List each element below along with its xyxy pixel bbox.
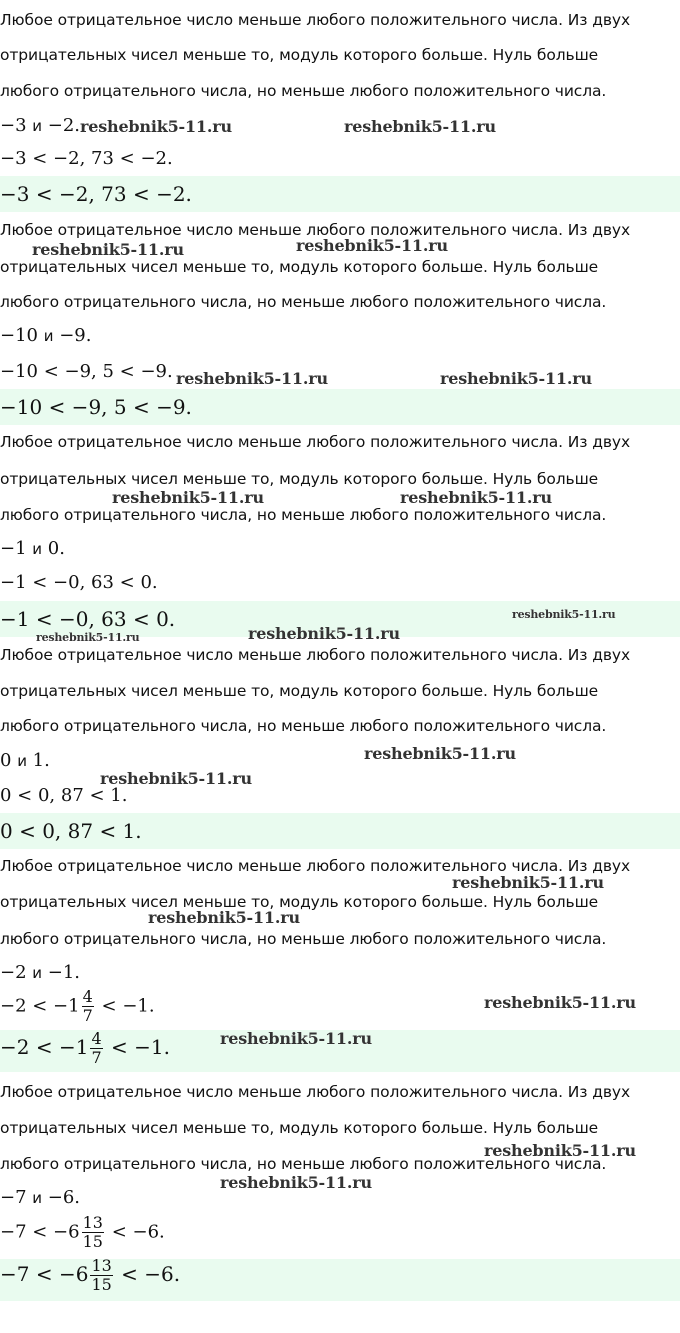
rule-line-1: Любое отрицательное число меньше любого положительного числа. Из двух — [0, 11, 631, 29]
number-pair: 0 и 1. — [0, 750, 50, 771]
watermark: reshebnik5-11.ru — [220, 1173, 372, 1192]
watermark: reshebnik5-11.ru — [36, 631, 140, 644]
answer-box — [0, 389, 680, 425]
watermark: reshebnik5-11.ru — [248, 624, 400, 643]
answer-box — [0, 176, 680, 212]
answer-inequality: −7 < −6 $\frac{13}{15}$ < −6. — [0, 1259, 181, 1294]
answer-box — [0, 1259, 680, 1301]
watermark: reshebnik5-11.ru — [344, 117, 496, 136]
answer-box — [0, 813, 680, 849]
fraction: $\frac{13}{15}$ — [91, 1259, 112, 1294]
rule-line-3: любого отрицательного числа, но меньше любого положительного числа. — [0, 930, 607, 948]
number-pair: −3 и −2. — [0, 115, 81, 136]
rule-line-1: Любое отрицательное число меньше любого положительного числа. Из двух — [0, 646, 631, 664]
answer-inequality: −2 < −1 $\frac{4}{7}$ < −1. — [0, 1029, 170, 1067]
inequality: −2 < −1 $\frac{4}{7}$ < −1. — [0, 987, 155, 1025]
watermark: reshebnik5-11.ru — [80, 117, 232, 136]
rule-line-2: отрицательных чисел меньше то, модуль которого больше. Нуль больше — [0, 1119, 599, 1137]
rule-line-1: Любое отрицательное число меньше любого положительного числа. Из двух — [0, 1083, 631, 1101]
watermark: reshebnik5-11.ru — [32, 240, 184, 259]
inequality: 0 < 0, 87 < 1. — [0, 785, 128, 806]
answer-inequality: −10 < −9, 5 < −9. — [0, 395, 192, 419]
rule-line-2: отрицательных чисел меньше то, модуль которого больше. Нуль больше — [0, 682, 599, 700]
rule-line-2: отрицательных чисел меньше то, модуль которого больше. Нуль больше — [0, 893, 599, 911]
watermark: reshebnik5-11.ru — [148, 908, 300, 927]
rule-line-3: любого отрицательного числа, но меньше любого положительного числа. — [0, 1155, 607, 1173]
inequality: −7 < −6 $\frac{13}{15}$ < −6. — [0, 1213, 165, 1251]
watermark: reshebnik5-11.ru — [484, 993, 636, 1012]
watermark: reshebnik5-11.ru — [112, 488, 264, 507]
number-pair: −2 и −1. — [0, 962, 81, 983]
rule-line-3: любого отрицательного числа, но меньше любого положительного числа. — [0, 506, 607, 524]
rule-line-3: любого отрицательного числа, но меньше любого положительного числа. — [0, 293, 607, 311]
fraction: $\frac{4}{7}$ — [82, 987, 93, 1025]
watermark: reshebnik5-11.ru — [440, 369, 592, 388]
rule-line-2: отрицательных чисел меньше то, модуль которого больше. Нуль больше — [0, 46, 599, 64]
rule-line-2: отрицательных чисел меньше то, модуль которого больше. Нуль больше — [0, 470, 599, 488]
rule-line-1: Любое отрицательное число меньше любого положительного числа. Из двух — [0, 221, 631, 239]
watermark: reshebnik5-11.ru — [484, 1141, 636, 1160]
watermark: reshebnik5-11.ru — [400, 488, 552, 507]
watermark: reshebnik5-11.ru — [220, 1029, 372, 1048]
rule-line-3: любого отрицательного числа, но меньше любого положительного числа. — [0, 82, 607, 100]
watermark: reshebnik5-11.ru — [296, 236, 448, 255]
inequality: −1 < −0, 63 < 0. — [0, 572, 158, 593]
watermark: reshebnik5-11.ru — [176, 369, 328, 388]
rule-line-2: отрицательных чисел меньше то, модуль которого больше. Нуль больше — [0, 258, 599, 276]
inequality: −3 < −2, 73 < −2. — [0, 148, 173, 169]
rule-line-3: любого отрицательного числа, но меньше любого положительного числа. — [0, 717, 607, 735]
rule-line-1: Любое отрицательное число меньше любого положительного числа. Из двух — [0, 433, 631, 451]
number-pair: −1 и 0. — [0, 538, 65, 559]
answer-inequality: 0 < 0, 87 < 1. — [0, 819, 142, 843]
answer-inequality: −1 < −0, 63 < 0. — [0, 607, 176, 631]
watermark: reshebnik5-11.ru — [364, 744, 516, 763]
rule-line-1: Любое отрицательное число меньше любого положительного числа. Из двух — [0, 857, 631, 875]
watermark: reshebnik5-11.ru — [452, 873, 604, 892]
watermark: reshebnik5-11.ru — [100, 769, 252, 788]
answer-inequality: −3 < −2, 73 < −2. — [0, 182, 192, 206]
number-pair: −10 и −9. — [0, 325, 92, 346]
inequality: −10 < −9, 5 < −9. — [0, 361, 173, 382]
number-pair: −7 и −6. — [0, 1187, 81, 1208]
fraction: $\frac{4}{7}$ — [91, 1029, 102, 1067]
fraction: $\frac{13}{15}$ — [82, 1213, 103, 1251]
watermark: reshebnik5-11.ru — [512, 608, 616, 621]
